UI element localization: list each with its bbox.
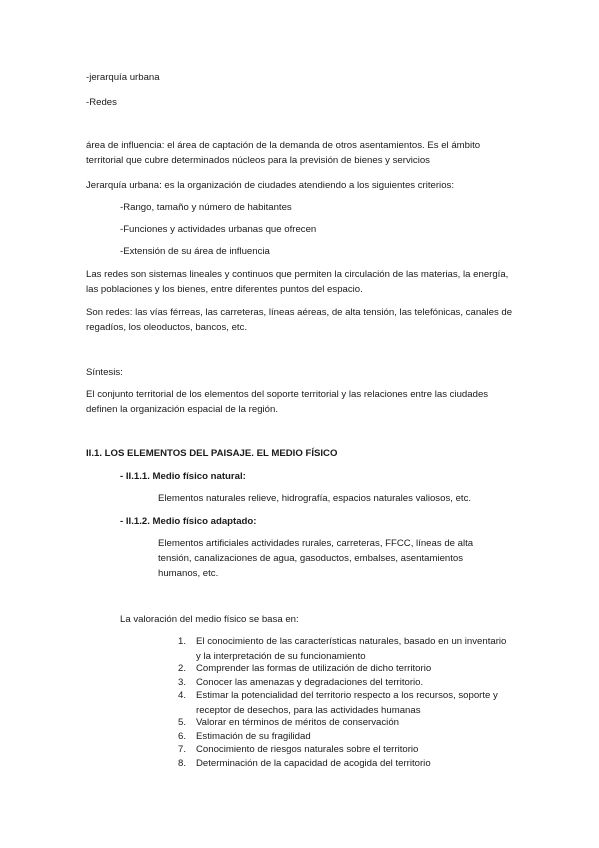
list-text: El conocimiento de las características naturales, basado en un inventario y la interpretación de su funcionamiento bbox=[196, 636, 507, 662]
list-number: 5. bbox=[177, 717, 186, 728]
sintesis-text: El conjunto territorial de los elementos del soporte territorial y las relaciones entre las ciudades definen la organización espacial de la región. bbox=[86, 389, 489, 415]
line-redes: -Redes bbox=[86, 97, 117, 108]
criterio-rango: -Rango, tamaño y número de habitantes bbox=[120, 202, 292, 213]
list-number: 7. bbox=[177, 744, 186, 755]
list-text: Estimar la potencialidad del territorio respecto a los recursos, soporte y receptor de desechos, para las actividades humanas bbox=[196, 690, 498, 716]
section-title: II.1. LOS ELEMENTOS DEL PAISAJE. EL MEDIO FÍSICO bbox=[86, 448, 338, 459]
medio-natural-text: Elementos naturales relieve, hidrografía, espacios naturales valiosos, etc. bbox=[158, 493, 472, 504]
list-text: Determinación de la capacidad de acogida del territorio bbox=[196, 758, 431, 769]
list-text: Conocer las amenazas y degradaciones del territorio. bbox=[196, 677, 424, 688]
medio-adaptado-text: Elementos artificiales actividades rurales, carreteras, FFCC, líneas de alta tensión, canalizaciones de agua, gasoductos, embalses, asentamientos humanos, etc. bbox=[158, 538, 474, 579]
paragraph-jerarquia-urbana: Jerarquía urbana: es la organización de ciudades atendiendo a los siguientes criterios: bbox=[86, 180, 454, 191]
list-number: 8. bbox=[177, 758, 186, 769]
paragraph-son-redes: Son redes: las vías férreas, las carreteras, líneas aéreas, de alta tensión, las telefónicas, canales de regadíos, los oleoductos, bancos, etc. bbox=[86, 307, 513, 333]
subsection-medio-adaptado: - II.1.2. Medio físico adaptado: bbox=[120, 516, 257, 527]
list-text: Comprender las formas de utilización de dicho territorio bbox=[196, 663, 432, 674]
list-number: 6. bbox=[177, 731, 186, 742]
sintesis-label: Síntesis: bbox=[86, 367, 123, 378]
criterio-extension: -Extensión de su área de influencia bbox=[120, 246, 270, 257]
list-number: 4. bbox=[177, 690, 186, 701]
list-text: Conocimiento de riesgos naturales sobre el territorio bbox=[196, 744, 419, 755]
list-text: Valorar en términos de méritos de conservación bbox=[196, 717, 399, 728]
criterio-funciones: -Funciones y actividades urbanas que ofrecen bbox=[120, 224, 317, 235]
list-number: 2. bbox=[177, 663, 186, 674]
paragraph-redes: Las redes son sistemas lineales y continuos que permiten la circulación de las materias, la energía, las poblaciones y los bienes, entre diferentes puntos del espacio. bbox=[86, 269, 509, 295]
list-text: Estimación de su fragilidad bbox=[196, 731, 311, 742]
line-jerarquia: -jerarquía urbana bbox=[86, 72, 160, 83]
subsection-medio-natural: - II.1.1. Medio físico natural: bbox=[120, 471, 246, 482]
paragraph-area-influencia: área de influencia: el área de captación de la demanda de otros asentamientos. Es el ámbito territorial que cubre determinados núcleos para la previsión de bienes y servicios bbox=[86, 140, 481, 166]
valoracion-intro: La valoración del medio físico se basa en: bbox=[120, 614, 299, 625]
list-number: 3. bbox=[177, 677, 186, 688]
list-number: 1. bbox=[177, 636, 186, 647]
